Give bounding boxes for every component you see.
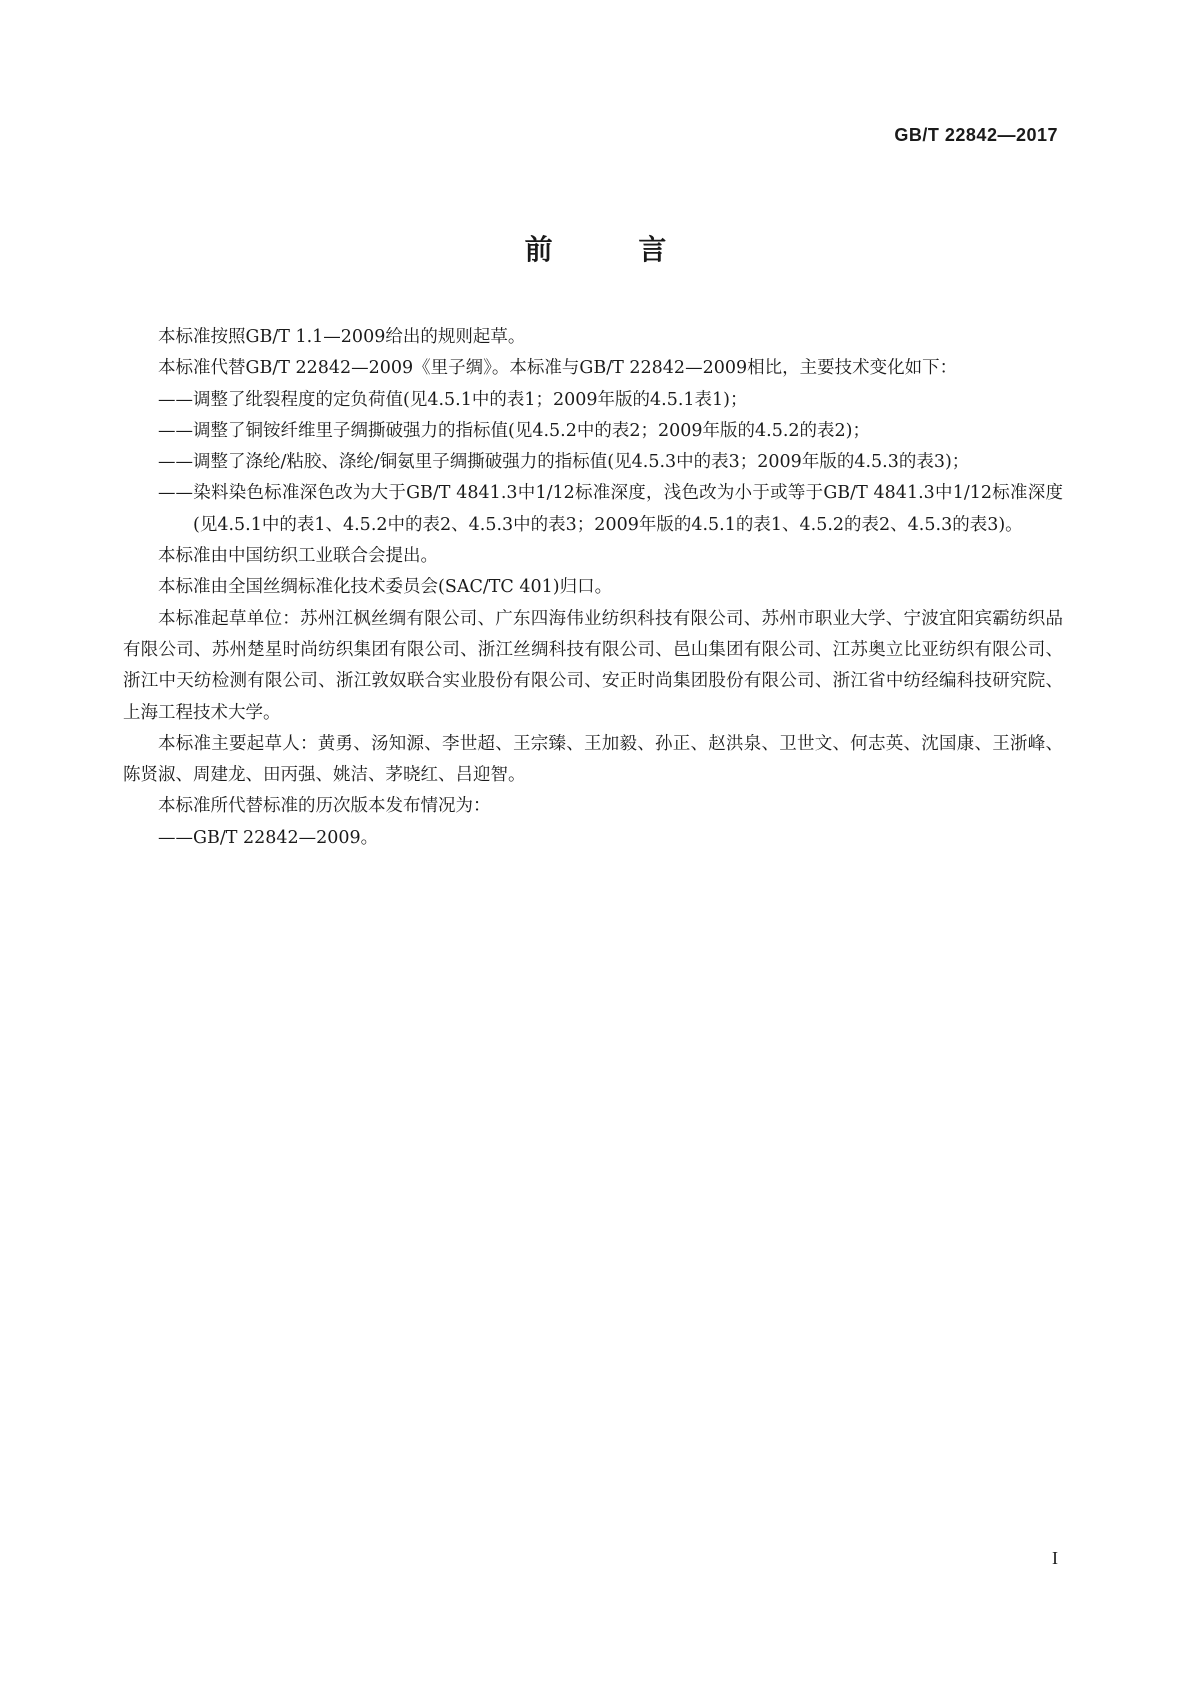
paragraph-drafting-rules: 本标准按照GB/T 1.1—2009给出的规则起草。 <box>158 327 526 347</box>
page-title: 前 言 <box>524 233 705 266</box>
change-item-dye-depth: ——染料染色标准深色改为大于GB/T 4841.3中1/12标准深度，浅色改为小于或等于GB/T 4841.3中1/12标准深度(见4.5.1中的表1、4.5.2中的表2、4.5.3中的表3；2009年版的4.5.1的表1、4.5.2的表2、4.5.3的表3)。 <box>158 483 1063 535</box>
previous-edition-item: ——GB/T 22842—2009。 <box>158 827 379 848</box>
paragraph-replacement-statement: 本标准代替GB/T 22842—2009《里子绸》。本标准与GB/T 22842—2009相比，主要技术变化如下： <box>158 358 958 379</box>
change-item-cupro-tear-strength: ——调整了铜铵纤维里子绸撕破强力的指标值(见4.5.2中的表2；2009年版的4.5.2的表2)； <box>158 420 871 441</box>
change-item-slippage-load: ——调整了纰裂程度的定负荷值(见4.5.1中的表1；2009年版的4.5.1表1)； <box>158 389 748 410</box>
standard-code-header: GB/T 22842—2017 <box>894 125 1058 145</box>
paragraph-previous-editions: 本标准所代替标准的历次版本发布情况为： <box>158 796 491 817</box>
paragraph-main-drafters: 本标准主要起草人：黄勇、汤知源、李世超、王宗臻、王加毅、孙正、赵洪泉、卫世文、何志英、沈国康、王浙峰、陈贤淑、周建龙、田丙强、姚洁、茅晓红、吕迎智。 <box>123 733 1063 786</box>
page-number: I <box>1052 1548 1058 1568</box>
paragraph-drafting-organizations: 本标准起草单位：苏州江枫丝绸有限公司、广东四海伟业纺织科技有限公司、苏州市职业大学、宁波宜阳宾霸纺织品有限公司、苏州楚星时尚纺织集团有限公司、浙江丝绸科技有限公司、邑山集团有限公司、江苏奥立比亚纺织有限公司、浙江中天纺检测有限公司、浙江敦奴联合实业股份有限公司、安正时尚集团股份有限公司、浙江省中纺经编科技研究院、上海工程技术大学。 <box>123 608 1063 723</box>
foreword-body <box>123 322 1063 854</box>
change-item-polyester-blend-tear-strength: ——调整了涤纶/粘胶、涤纶/铜氨里子绸撕破强力的指标值(见4.5.3中的表3；2009年版的4.5.3的表3)； <box>158 452 970 473</box>
paragraph-proposed-by: 本标准由中国纺织工业联合会提出。 <box>158 546 438 567</box>
paragraph-technical-committee: 本标准由全国丝绸标准化技术委员会(SAC/TC 401)归口。 <box>158 577 613 598</box>
